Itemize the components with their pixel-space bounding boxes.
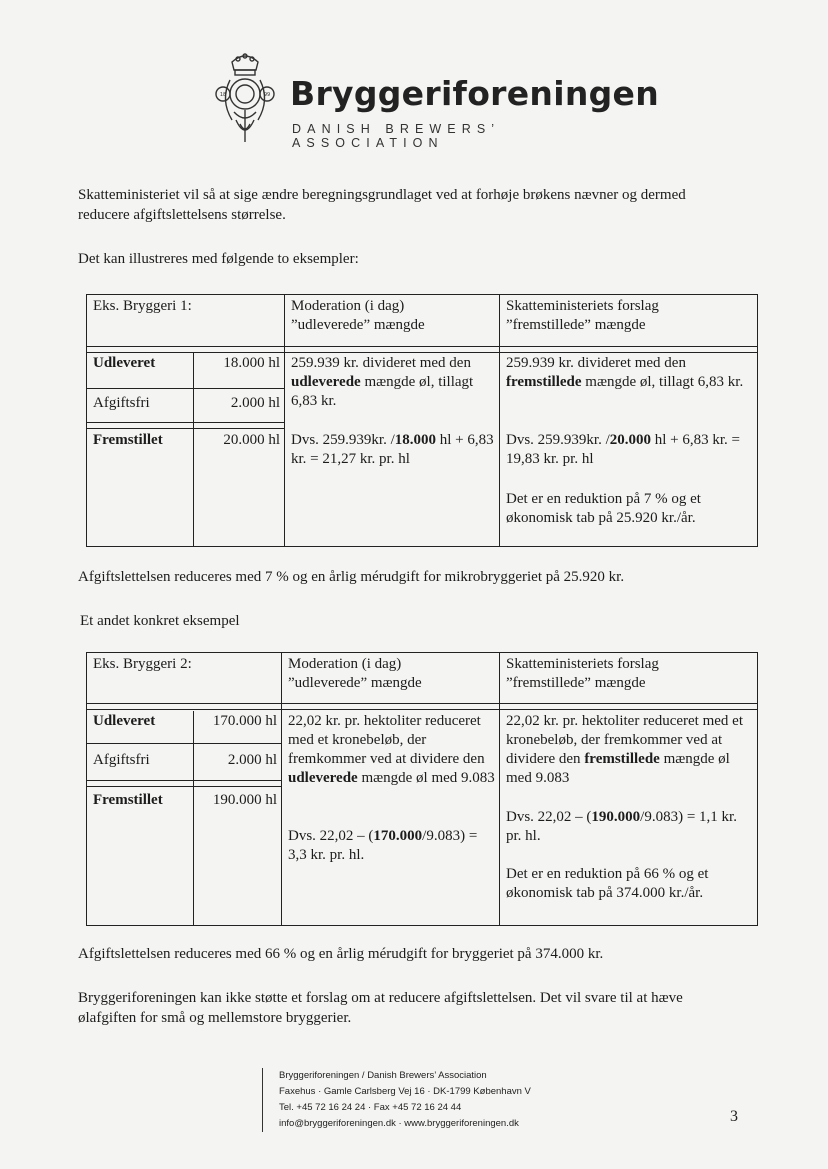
table1-proposal-calc: Dvs. 259.939kr. /20.000 hl + 6,83 kr. = 19,83 kr. pr. hl [506,432,741,467]
paragraph-result-2: Afgiftslettelsen reduceres med 66 % og en årlig mérudgift for bryggeriet på 374.000 kr. [78,946,604,962]
table2-row-label: Fremstillet [93,792,163,808]
letterhead-footer [262,1068,531,1132]
table2-row-label: Udleveret [93,713,156,729]
table1-proposal-text: 259.939 kr. divideret med den fremstillede mængde øl, tillagt 6,83 kr. [506,355,744,390]
page-number: 3 [730,1108,738,1125]
table1-header-moderation: Moderation (i dag) ”udleverede” mængde [291,298,425,333]
table1-moderation-calc: Dvs. 259.939kr. /18.000 hl + 6,83 kr. = 21,27 kr. pr. hl [291,432,494,467]
table2-row-value: 2.000 hl [227,752,277,768]
table2-proposal-text: 22,02 kr. pr. hektoliter reduceret med et kronebeløb, der fremkommer ved at dividere den fremstillede mængde øl med 9.083 [506,713,744,786]
table2-row-value: 170.000 hl [212,713,277,729]
table2-proposal-summary: Det er en reduktion på 66 % og et økonomisk tab på 374.000 kr./år. [506,866,709,901]
table1-row-label: Fremstillet [93,432,163,448]
footer-phone: Tel. +45 72 16 24 24 · Fax +45 72 16 24 44 [279,1102,462,1113]
table2-moderation-calc: Dvs. 22,02 – (170.000/9.083) = 3,3 kr. pr. hl. [288,828,478,863]
table2-header-proposal: Skatteministeriets forslag ”fremstillede” mængde [506,656,659,691]
footer-org: Bryggeriforeningen / Danish Brewers’ Association [279,1070,487,1081]
footer-address: Faxehus · Gamle Carlsberg Vej 16 · DK-1799 København V [279,1086,531,1097]
letterhead-logo [214,50,660,150]
table1-row-value: 2.000 hl [230,395,280,411]
table1-row-value: 18.000 hl [223,355,280,371]
paragraph-examples-intro: Det kan illustreres med følgende to eksempler: [78,251,359,267]
paragraph-result-1: Afgiftslettelsen reduceres med 7 % og en årlig mérudgift for mikrobryggeriet på 25.920 kr. [78,569,625,585]
association-emblem-icon [214,50,276,146]
table1-row-value: 20.000 hl [223,432,280,448]
table1-row-label: Afgiftsfri [93,395,150,411]
table2-header-example: Eks. Bryggeri 2: [93,656,192,672]
emblem-right-text: 99 [263,92,271,98]
table2-row-label: Afgiftsfri [93,752,150,768]
table1-header-proposal: Skatteministeriets forslag ”fremstillede” mængde [506,298,659,333]
org-name: Bryggeriforeningen [290,74,660,113]
paragraph-conclusion: Bryggeriforeningen kan ikke støtte et forslag om at reducere afgiftslettelsen. Det vil svare til at hæve ølafgiften for små og mellemstore bryggerier. [78,990,683,1026]
footer-contact: info@bryggeriforeningen.dk · www.bryggeriforeningen.dk [279,1118,519,1129]
table2-row-value: 190.000 hl [212,792,277,808]
org-subtitle: DANISH BREWERS’ ASSOCIATION [292,122,500,150]
table1-header-example: Eks. Bryggeri 1: [93,298,192,314]
table1-proposal-summary: Det er en reduktion på 7 % og et økonomisk tab på 25.920 kr./år. [506,491,701,526]
table2-moderation-text: 22,02 kr. pr. hektoliter reduceret med et kronebeløb, der fremkommer ved at dividere den udleverede mængde øl med 9.083 [288,713,495,786]
table1-moderation-text: 259.939 kr. divideret med den udleverede mængde øl, tillagt 6,83 kr. [291,355,474,409]
paragraph-second-example: Et andet konkret eksempel [80,613,240,629]
table1-row-label: Udleveret [93,355,156,371]
example-table-2 [86,652,758,926]
table2-proposal-calc: Dvs. 22,02 – (190.000/9.083) = 1,1 kr. pr. hl. [506,809,737,844]
example-table-1 [86,294,758,547]
table2-header-moderation: Moderation (i dag) ”udleverede” mængde [288,656,422,691]
paragraph-intro: Skatteministeriet vil så at sige ændre beregningsgrundlaget ved at forhøje brøkens nævner og dermed reducere afgiftslettelsens størrelse. [78,187,686,223]
emblem-left-text: 18 [219,92,227,98]
